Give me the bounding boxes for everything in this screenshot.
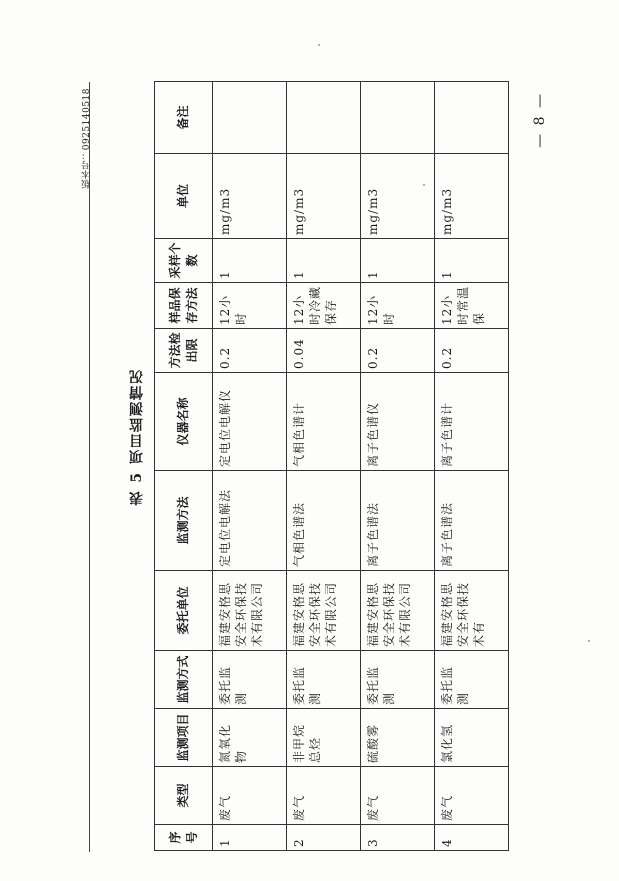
scan-speck [588, 640, 590, 642]
table-cell: mg/m3 [361, 154, 435, 239]
table-cell: 福建安格思安全环保技术有 [435, 571, 509, 651]
table-cell: 1 [213, 239, 287, 283]
column-header: 监测方式 [155, 651, 213, 709]
header-rule [89, 82, 90, 852]
table-cell [361, 82, 435, 154]
table-cell: 离子色谱法 [435, 471, 509, 571]
column-header: 样品保存方法 [155, 283, 213, 329]
table-cell: 0.04 [287, 329, 361, 373]
scan-speck [318, 44, 320, 46]
table-cell: 离子色谱计 [435, 373, 509, 471]
table-cell: mg/m3 [287, 154, 361, 239]
column-header: 采样个数 [155, 239, 213, 283]
table-cell: 12小时常温保 [435, 283, 509, 329]
table-cell [435, 82, 509, 154]
column-header: 序号 [155, 825, 213, 851]
table-cell: 委托监测 [287, 651, 361, 709]
column-header: 委托单位 [155, 571, 213, 651]
column-header: 仪器名称 [155, 373, 213, 471]
table-cell: 废气 [361, 767, 435, 825]
table-cell: 12小时冷藏保存 [287, 283, 361, 329]
table-cell: 定电位电解法 [213, 471, 287, 571]
column-header: 单位 [155, 154, 213, 239]
table-cell: 委托监测 [213, 651, 287, 709]
column-header: 类型 [155, 767, 213, 825]
table-cell: 气相色谱计 [287, 373, 361, 471]
table-cell: 1 [287, 239, 361, 283]
table-cell: 离子色谱法 [361, 471, 435, 571]
table-container [154, 82, 509, 851]
table-cell: 1 [435, 239, 509, 283]
table-cell: 定电位电解仪 [213, 373, 287, 471]
table-cell: 硫酸雾 [361, 709, 435, 767]
table-cell: 2 [287, 825, 361, 851]
table-cell: 3 [361, 825, 435, 851]
scan-speck [423, 184, 425, 186]
table-cell: 氮氧化物 [213, 709, 287, 767]
monitoring-table [154, 81, 509, 851]
table-header-row [155, 82, 213, 851]
table-cell: 1 [361, 239, 435, 283]
table-cell: 0.2 [435, 329, 509, 373]
table-cell: 4 [435, 825, 509, 851]
table-cell: 12小时 [361, 283, 435, 329]
table-cell: 废气 [287, 767, 361, 825]
table-cell: 福建安格思安全环保技术有限公司 [213, 571, 287, 651]
table-cell: 0.2 [361, 329, 435, 373]
table-cell: 12小时 [213, 283, 287, 329]
table-cell: 0.2 [213, 329, 287, 373]
table-cell: mg/m3 [213, 154, 287, 239]
table-caption: 表 5 项目监测情况 [129, 368, 145, 506]
table-cell: 废气 [435, 767, 509, 825]
table-cell: 委托监测 [361, 651, 435, 709]
table-cell: 废气 [213, 767, 287, 825]
table-row [213, 82, 287, 851]
table-cell: 离子色谱仪 [361, 373, 435, 471]
table-cell: 福建安格思安全环保技术有限公司 [287, 571, 361, 651]
table-row [361, 82, 435, 851]
table-cell: 气相色谱法 [287, 471, 361, 571]
table-cell: mg/m3 [435, 154, 509, 239]
table-cell: 1 [213, 825, 287, 851]
table-row [287, 82, 361, 851]
column-header: 备注 [155, 82, 213, 154]
column-header: 方法检出限 [155, 329, 213, 373]
table-cell: 氯化氢 [435, 709, 509, 767]
table-cell [213, 82, 287, 154]
table-cell: 委托监测 [435, 651, 509, 709]
table-cell: 福建安格思安全环保技术有限公司 [361, 571, 435, 651]
table-row [435, 82, 509, 851]
column-header: 监测方法 [155, 471, 213, 571]
table-cell [287, 82, 361, 154]
table-cell: 非甲烷总烃 [287, 709, 361, 767]
page-number: — 8 — [532, 92, 548, 148]
version-number: 版本号：0925140518 [82, 88, 92, 189]
column-header: 监测项目 [155, 709, 213, 767]
